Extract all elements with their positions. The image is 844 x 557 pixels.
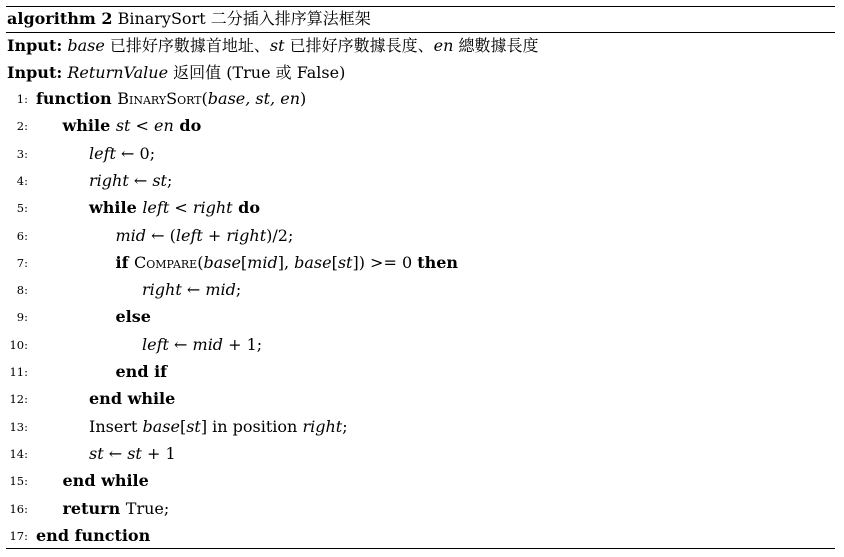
line-number: 3: (16, 146, 28, 161)
code-text: ] in position (200, 416, 303, 436)
keyword: while (62, 116, 116, 136)
line-code (89, 443, 176, 465)
variable: right (226, 225, 267, 245)
keyword: end while (89, 389, 176, 409)
line-code (89, 388, 175, 410)
line-code (116, 361, 168, 383)
code-text: ; (235, 280, 242, 300)
code-text: ← 0; (115, 143, 156, 163)
code-text: )/2; (266, 225, 294, 245)
variable: st (89, 443, 104, 463)
variable: st (127, 443, 142, 463)
line-code (89, 416, 348, 438)
variable: mid (247, 252, 278, 272)
keyword: while (89, 198, 143, 218)
caption-title: BinarySort 二分插入排序算法框架 (117, 9, 371, 28)
variable: right (89, 170, 129, 190)
code-text: ( (201, 89, 208, 108)
line-code (116, 252, 459, 274)
line-number: 1: (16, 92, 28, 106)
line-number: 7: (16, 255, 28, 270)
code-text: ]) >= 0 (352, 252, 418, 272)
keyword: end if (115, 362, 168, 381)
procedure-name: Compare (134, 252, 198, 272)
line-number: 13: (9, 419, 28, 434)
line-number: 16: (9, 501, 28, 516)
code-text: ← ( (146, 225, 176, 245)
code-text: [ (331, 252, 338, 272)
code-text: ← (181, 280, 206, 300)
line-number: 17: (9, 528, 28, 543)
code-text: Insert (89, 416, 143, 436)
variable: st (115, 116, 131, 136)
variable: st (152, 170, 167, 190)
keyword: end function (36, 525, 151, 545)
line-number: 11: (9, 365, 28, 379)
line-code (63, 115, 202, 137)
code-text: 返回值 (True 或 False) (168, 63, 346, 82)
keyword: end while (62, 471, 149, 491)
input-line (7, 35, 539, 57)
code-text: 已排好序數據首地址、 (104, 36, 270, 55)
code-text: ; (166, 170, 173, 190)
variable: left (89, 143, 116, 163)
line-code (36, 525, 150, 547)
variable: st (269, 36, 285, 55)
code-text: 總數據長度 (453, 36, 539, 55)
variable: right (192, 198, 233, 218)
keyword: then (417, 252, 459, 272)
variable: base (203, 252, 241, 272)
variable: left (175, 225, 203, 245)
caption-label: algorithm 2 (7, 9, 113, 28)
line-number: 6: (16, 228, 28, 243)
line-code (36, 88, 306, 110)
variable: base (142, 416, 180, 436)
algorithm-caption (7, 8, 371, 30)
line-code (142, 334, 262, 356)
code-text: ← (128, 170, 153, 190)
line-code (116, 225, 294, 247)
keyword: else (115, 307, 151, 327)
variable: mid (192, 334, 224, 354)
keyword: function (36, 89, 118, 108)
code-text: ← (103, 443, 128, 463)
variable: left (142, 334, 169, 354)
line-code (89, 143, 155, 165)
code-text: < (130, 116, 155, 136)
line-number: 5: (16, 201, 28, 216)
variable: en (154, 116, 174, 136)
variable: st (337, 252, 353, 272)
caption-rule (6, 32, 835, 33)
variable: en (433, 36, 454, 55)
code-text: + 1; (223, 334, 263, 354)
keyword: do (232, 198, 261, 218)
keyword: do (173, 116, 202, 136)
line-number: 14: (9, 446, 28, 461)
line-code (63, 470, 149, 492)
line-code (89, 197, 260, 219)
keyword: return (62, 498, 126, 518)
code-text: True; (125, 498, 170, 518)
line-number: 12: (9, 392, 28, 407)
line-number: 4: (16, 173, 28, 188)
line-number: 9: (16, 310, 28, 325)
line-number: 15: (9, 474, 28, 489)
code-text: [ (179, 416, 187, 436)
variable: ReturnValue (67, 63, 169, 82)
variable: left (142, 198, 170, 218)
line-code (89, 170, 172, 192)
line-number: 8: (16, 283, 28, 298)
line-code (63, 498, 170, 520)
code-text: + (202, 225, 227, 245)
code-text: ← (168, 334, 193, 354)
code-text: ], (277, 252, 295, 272)
keyword: if (115, 252, 135, 272)
code-text: + 1 (141, 443, 176, 463)
procedure-name: BinarySort (117, 89, 202, 108)
code-text: < (169, 198, 193, 218)
input-keyword: Input: (7, 63, 63, 82)
input-line (7, 62, 345, 84)
variable: st (186, 416, 201, 436)
variable: right (142, 280, 182, 300)
code-text: 已排好序數據長度、 (284, 36, 434, 55)
line-number: 2: (16, 119, 28, 134)
variable: base, st, en (207, 89, 300, 108)
input-keyword: Input: (7, 36, 63, 55)
line-number: 10: (9, 337, 28, 352)
top-rule (6, 6, 835, 7)
variable: mid (115, 225, 147, 245)
variable: right (302, 416, 343, 436)
bottom-rule (6, 548, 835, 549)
variable: base (294, 252, 332, 272)
code-text: ( (197, 252, 204, 272)
line-code (116, 306, 151, 328)
variable: mid (205, 280, 236, 300)
code-text: [ (240, 252, 248, 272)
code-text: ) (300, 89, 307, 108)
line-code (142, 279, 241, 301)
code-text: ; (342, 416, 348, 436)
variable: base (67, 36, 105, 55)
